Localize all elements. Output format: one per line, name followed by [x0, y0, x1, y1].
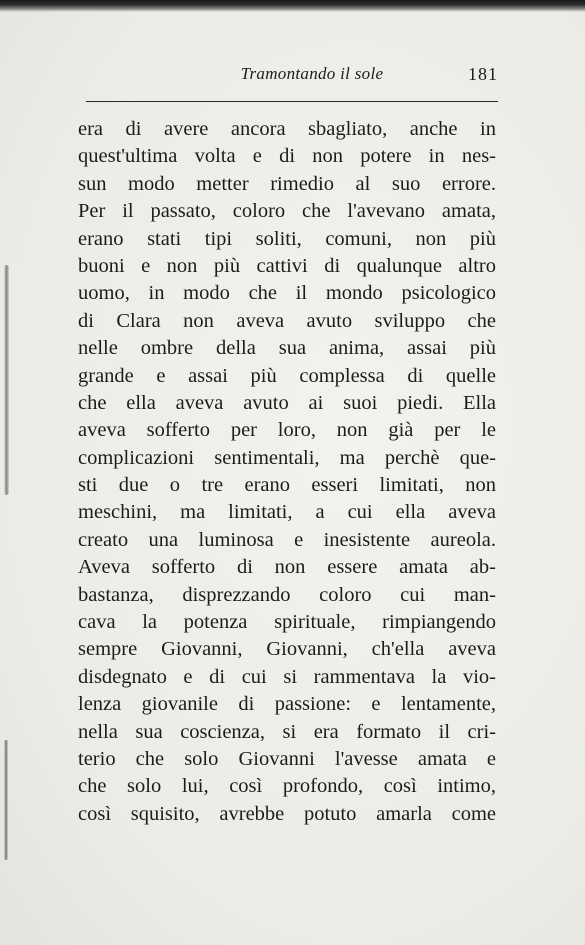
text-line: grande e assai più complessa di quelle: [78, 364, 496, 387]
text-line: aveva sofferto per loro, non già per le: [78, 419, 496, 442]
text-line: sti due o tre erano esseri limitati, non: [78, 474, 496, 497]
text-line: era di avere ancora sbagliato, anche in: [78, 118, 496, 140]
text-line: che solo lui, così profondo, così intimo,: [78, 775, 496, 798]
text-line: buoni e non più cattivi di qualunque altro: [78, 254, 496, 277]
text-line: bastanza, disprezzando coloro cui man-: [78, 583, 496, 606]
text-line: erano stati tipi soliti, comuni, non più: [78, 227, 496, 250]
text-line: sempre Giovanni, Giovanni, ch'ella aveva: [78, 638, 496, 661]
binding-shadow-lower: [4, 740, 8, 860]
text-line: lenza giovanile di passione: e lentamente,: [78, 693, 496, 716]
text-line: creato una luminosa e inesistente aureola.: [78, 528, 496, 551]
text-line: cava la potenza spirituale, rimpiangendo: [78, 611, 496, 634]
page-number: 181: [468, 64, 498, 84]
text-line: Per il passato, coloro che l'avevano amata,: [78, 200, 496, 223]
body-paragraph: [78, 116, 496, 828]
binding-shadow-upper: [4, 265, 9, 495]
text-line: nelle ombre della sua anima, assai più: [78, 337, 496, 360]
text-line: uomo, in modo che il mondo psicologico: [78, 282, 496, 305]
text-line: quest'ultima volta e di non potere in nes-: [78, 145, 496, 168]
header-rule: [86, 101, 498, 102]
text-line: che ella aveva avuto ai suoi piedi. Ella: [78, 391, 496, 414]
text-line: sun modo metter rimedio al suo errore.: [78, 172, 496, 195]
text-line: così squisito, avrebbe potuto amarla come: [78, 802, 496, 825]
text-line: disdegnato e di cui si rammentava la vio-: [78, 665, 496, 688]
text-line: nella sua coscienza, si era formato il cri-: [78, 720, 496, 743]
text-line: di Clara non aveva avuto sviluppo che: [78, 309, 496, 332]
text-line: Aveva sofferto di non essere amata ab-: [78, 556, 496, 579]
page-top-shadow: [0, 0, 585, 12]
text-line: terio che solo Giovanni l'avesse amata e: [78, 747, 496, 770]
text-line: meschini, ma limitati, a cui ella aveva: [78, 501, 496, 524]
running-title: Tramontando il sole: [240, 64, 384, 83]
text-line: complicazioni sentimentali, ma perchè que-: [78, 446, 496, 469]
running-head: [86, 64, 498, 92]
